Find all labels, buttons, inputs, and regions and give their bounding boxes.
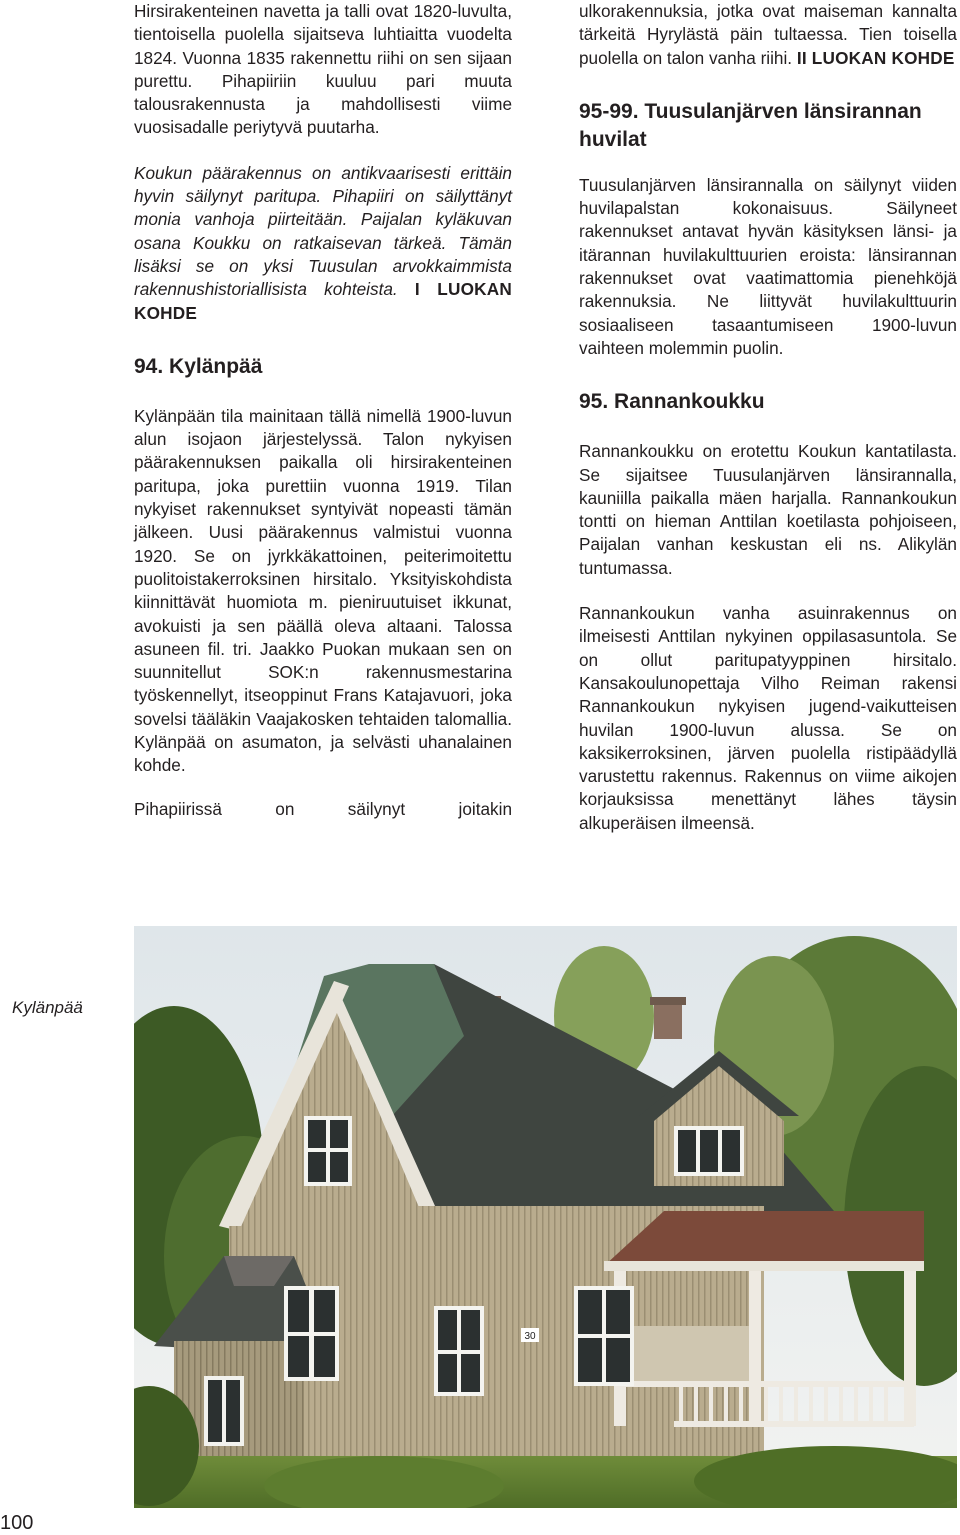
paragraph-kylanpaa-history: Kylänpään tila mainitaan tällä nimellä 1900-luvun alun isojaon järjestelyssä. Talon nykyisen päärakennuksen paikalla oli hirsirakenteinen paritupa, joka purettiin vuonna 1919. Tilan nykyiset rakennukset syntyivät nopeasti tämän jälkeen. Uusi päärakennus valmistui vuonna 1920. Se on jyrkkäkattoinen, peiterimoitettu puolitoistakerroksinen hirsitalo. Yksityiskohdista kiinnittävät huomiota m. pieniruutuiset ikkunat, avokuisti ja sen päällä oleva altaani. Talossa asuneen fil. tri. Jaakko Puokan mukaan sen on suunnitellut SOK:n rakennusmestarina työskennellyt, itseoppinut Frans Katajavuori, joka sovelsi tääläkin Vaajakosken tehtaiden talomallia. Kylänpää on asumaton, ja selvästi uhanalainen kohde. — [134, 405, 512, 776]
heading-kylanpaa: 94. Kylänpää — [134, 354, 263, 378]
outbuildings-text: ulkorakennuksia, jotka ovat maiseman kannalta tärkeitä Hyrylästä päin tultaessa. Tien toisella puolella on talon vanha riihi. — [579, 1, 957, 68]
paragraph-kylanpaa-yard: Pihapiirissä on säilynyt joitakin — [134, 798, 512, 819]
class-label: I LUOKAN KOHDE — [134, 279, 513, 323]
photo-caption: Kylänpää — [12, 998, 83, 1017]
paragraph-rannankoukku-building: Rannankoukun vanha asuinrakennus on ilmeisesti Anttilan nykyinen oppilasasuntola. Se on ollut paritupatyyppinen hirsitalo. Kansakoulunopettaja Vilho Reiman rakensi Rannankoukun nykyisen jugend-vaikutteisen huvilan 1900-luvun alussa. Se on kaksikerroksinen, järven puolella ristipäädyllä varustettu rakennus. Rakennus on viime aikojen korjauksissa menettänyt lähes täysin alkuperäisen ilmeensä. — [579, 603, 957, 833]
class-label: II LUOKAN KOHDE — [796, 47, 955, 68]
paragraph-kylanpaa-outbuildings — [579, 0, 957, 70]
page-number: 100 — [0, 1512, 34, 1534]
paragraph-rannankoukku-location: Rannankoukku on erotettu Koukun kantatilasta. Se sijaitsee Tuusulanjärven länsirannalla, kauniilla paikalla mäen harjalla. Rannankoukun tontti on hieman Anttilan koetilasta pohjoiseen, Paijalan vanhan keskustan eli ns. Alikylän tuntumassa. — [579, 441, 957, 578]
house-photo — [134, 926, 957, 1508]
house-number: 30 — [524, 1331, 536, 1342]
paragraph-koukku-outbuildings: Hirsirakenteinen navetta ja talli ovat 1820-luvulta, tientoisella puolella sijaitseva luhtiaitta vuodelta 1824. Vuonna 1835 rakennettu riihi on sen sijaan purettu. Pihapiiriin kuuluu pari muuta talousrakennusta ja mahdollisesti viime vuosisadalle periytyvä puutarha. — [134, 1, 512, 138]
heading-rannankoukku: 95. Rannankoukku — [579, 390, 765, 414]
left-column — [134, 0, 512, 821]
right-column — [579, 0, 957, 835]
assessment-text: Koukun päärakennus on antikvaarisesti erittäin hyvin säilynyt paritupa. Pihapiiri on säilyttänyt monia vanhoja piirteitään. Paijalan kyläkuvan osana Koukku on ratkaisevan tärkeä. Tämän lisäksi se on yksi Tuusulan arvokkaimmista rakennushistoriallisista kohteista. — [134, 162, 512, 300]
heading-lansiranta-villas: 95-99. Tuusulanjärven länsirannan huvilat — [579, 99, 922, 151]
paragraph-koukku-assessment — [134, 162, 512, 325]
paragraph-villas: Tuusulanjärven länsirannalla on säilynyt viiden huvilapalstan kokonaisuus. Säilyneet rakennukset antavat hyvän käsityksen länsi- ja itärannan huvilakulttuurien eroista: länsirannan rakennukset ovat vaatimattomia pienehköjä rakennuksia. Ne liittyvät huvilakulttuurin sosiaaliseen tasaantumiseen 1900-luvun vaihteen molemmin puolin. — [579, 174, 957, 358]
